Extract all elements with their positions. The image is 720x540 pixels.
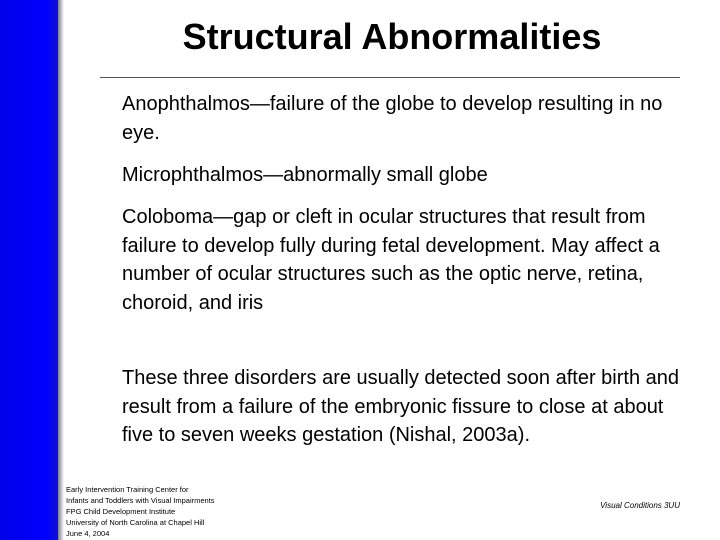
slide-title: Structural Abnormalities: [182, 16, 602, 57]
paragraph-microphthalmos: [122, 161, 682, 190]
paragraph-anophthalmos: [122, 90, 682, 147]
definition-anophthalmos: —failure of the globe to develop resulting in no eye.: [122, 93, 663, 144]
definition-microphthalmos: —abnormally small globe: [263, 164, 488, 186]
footer-line: Infants and Toddlers with Visual Impairments: [66, 496, 215, 505]
paragraph-coloboma: [122, 203, 682, 317]
paragraph-summary: [122, 364, 682, 450]
title-divider: [100, 77, 680, 78]
term-coloboma: Coloboma: [122, 206, 214, 228]
term-anophthalmos: Anophthalmos: [122, 93, 250, 115]
footer-institution: [66, 484, 286, 539]
footer-line: FPG Child Development Institute: [66, 507, 176, 516]
sidebar-shadow: [58, 0, 64, 540]
blue-sidebar: [0, 0, 58, 540]
definition-coloboma: —gap or cleft in ocular structures that result from failure to develop fully during fetal development. May affect a number of ocular structures such as the optic nerve, retina, choroid, and iris: [122, 206, 660, 314]
footer-line: University of North Carolina at Chapel Hill: [66, 518, 205, 527]
footer-slide-label: Visual Conditions 3UU: [600, 501, 680, 510]
term-microphthalmos: Microphthalmos: [122, 164, 264, 186]
footer-line: June 4, 2004: [66, 529, 110, 538]
summary-text: These three disorders are usually detected soon after birth and result from a failure of the embryonic fissure to close at about five to seven weeks gestation (Nishal, 2003a).: [122, 367, 679, 446]
footer-line: Early Intervention Training Center for: [66, 485, 189, 494]
